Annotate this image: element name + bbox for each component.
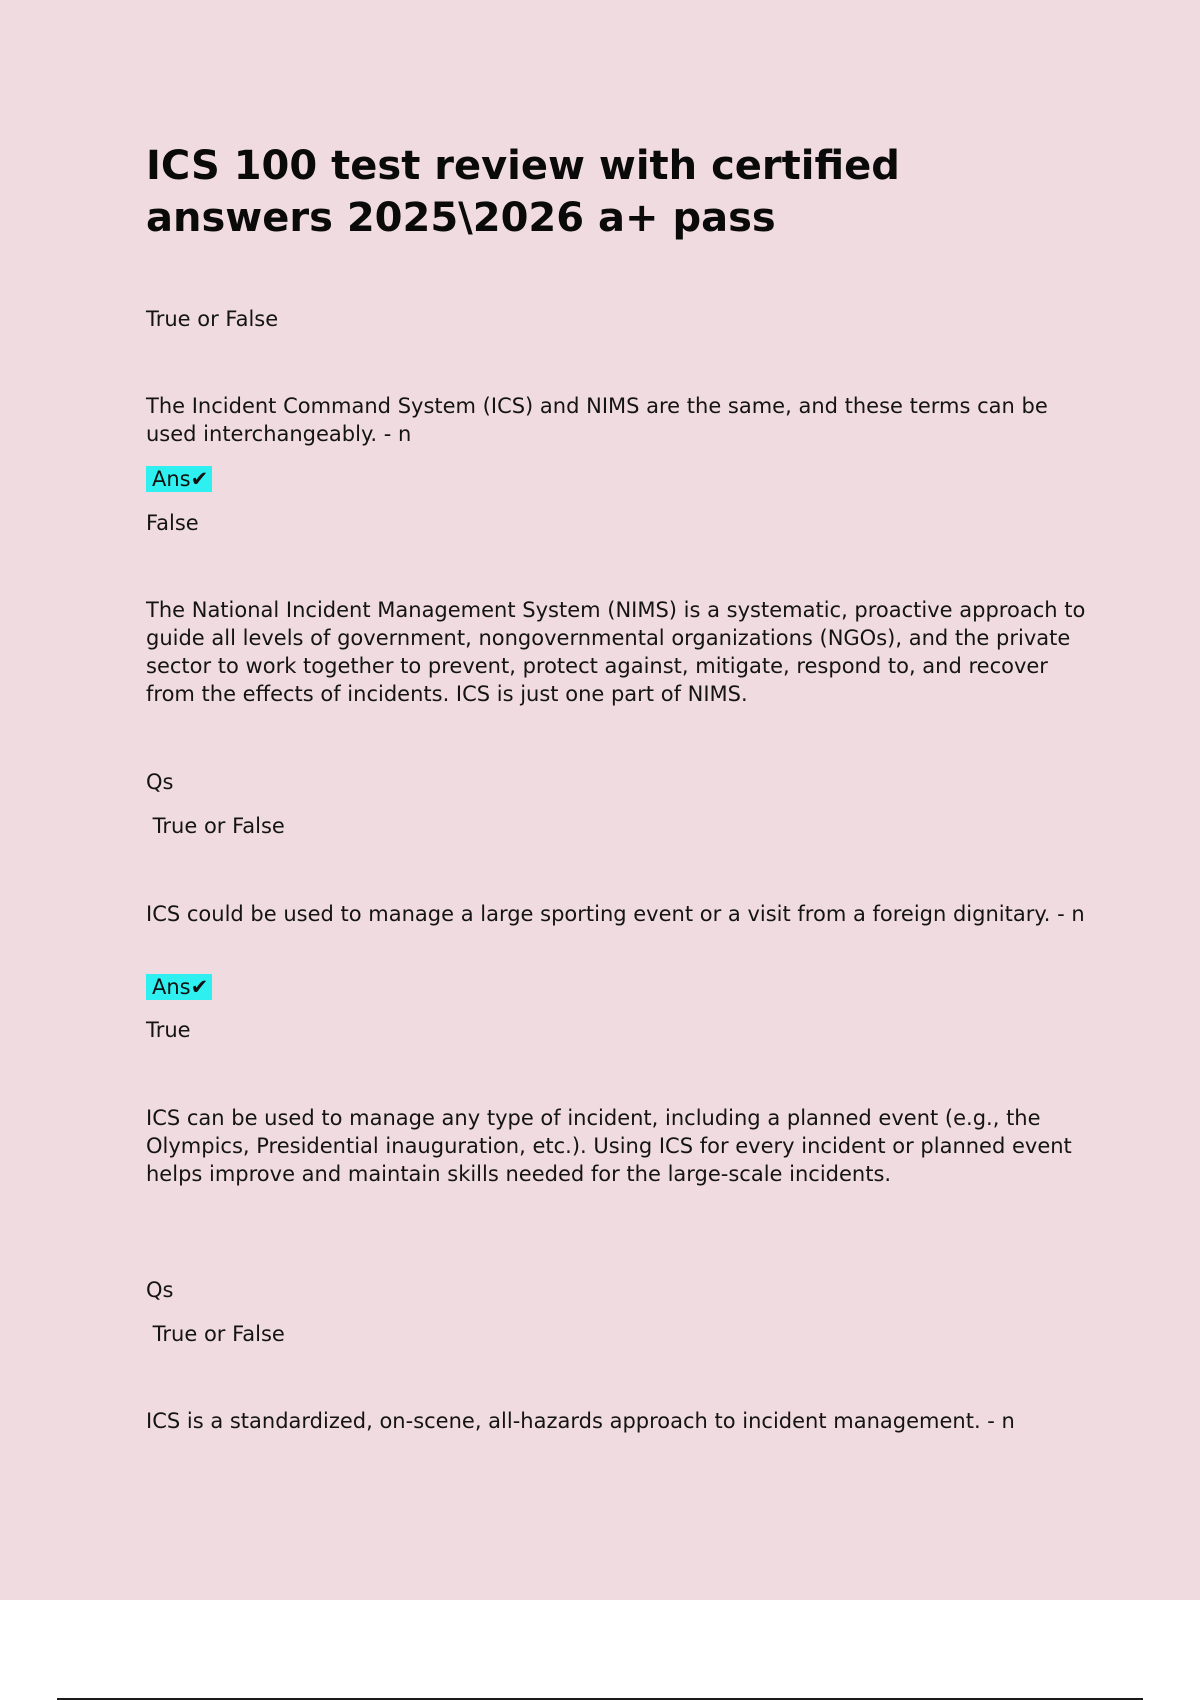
question-3-qs-label: Qs xyxy=(146,1278,174,1302)
answer-1-explanation: The National Incident Management System (NIMS) is a systematic, proactive approach to guide all levels of government, nongovernmental organizations (NGOs), and the private sector to work together to prevent, protect against, mitigate, respond to, and recover from the effects of incidents. ICS is just one part of NIMS. xyxy=(146,598,1086,706)
question-1-text: The Incident Command System (ICS) and NIMS are the same, and these terms can be used interchangeably. - n xyxy=(146,394,1048,446)
answer-1-value: False xyxy=(146,511,199,535)
title-line-2: answers 2025\2026 a+ pass xyxy=(146,195,776,241)
question-3-text: ICS is a standardized, on-scene, all-hazards approach to incident management. - n xyxy=(146,1409,1015,1433)
answer-2-value: True xyxy=(146,1018,191,1042)
question-3-prompt: True or False xyxy=(146,1322,285,1346)
question-2-prompt: True or False xyxy=(146,814,285,838)
question-2-text: ICS could be used to manage a large sporting event or a visit from a foreign dignitary. - n xyxy=(146,902,1085,926)
answer-2-badge: Ans✔ xyxy=(146,974,212,1000)
answer-2-explanation: ICS can be used to manage any type of incident, including a planned event (e.g., the Olympics, Presidential inauguration, etc.). Using ICS for every incident or planned event helps improve and maintain skills needed for the large-scale incidents. xyxy=(146,1106,1072,1186)
question-2-qs-label: Qs xyxy=(146,770,174,794)
question-1-prompt: True or False xyxy=(146,307,279,331)
document-title xyxy=(146,140,1096,244)
title-line-1: ICS 100 test review with certified xyxy=(146,143,900,189)
answer-1-badge: Ans✔ xyxy=(146,466,212,492)
